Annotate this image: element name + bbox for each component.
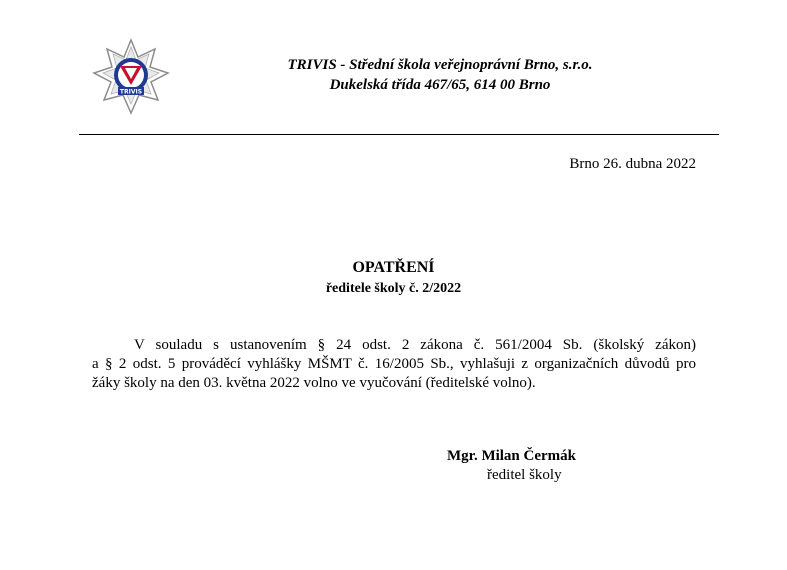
signature-block [447, 447, 607, 485]
school-name: TRIVIS - Střední škola veřejnoprávní Brno, s.r.o. [287, 57, 593, 73]
logo-text: TRIVIS [119, 88, 143, 96]
document-title: OPATŘENÍ [352, 259, 435, 276]
signatory-name: Mgr. Milan Čermák [447, 448, 577, 464]
document-date: Brno 26. dubna 2022 [569, 156, 696, 172]
school-logo [92, 38, 170, 116]
star-badge-icon [92, 38, 170, 116]
header-divider [79, 134, 719, 135]
school-header [240, 55, 640, 95]
body-line-1: V souladu s ustanovením § 24 odst. 2 zákona č. 561/2004 Sb. (školský zákon) [134, 337, 696, 353]
body-line-2: a § 2 odst. 5 prováděcí vyhlášky MŠMT č. 16/2005 Sb., vyhlašuji z organizačních důvodů pro [92, 356, 696, 372]
signatory-role: ředitel školy [487, 467, 562, 483]
school-address: Dukelská třída 467/65, 614 00 Brno [329, 77, 551, 93]
body-line-3: žáky školy na den 03. května 2022 volno ve vyučování (ředitelské volno). [92, 375, 536, 391]
document-subtitle: ředitele školy č. 2/2022 [325, 281, 462, 296]
document-body [92, 336, 696, 393]
